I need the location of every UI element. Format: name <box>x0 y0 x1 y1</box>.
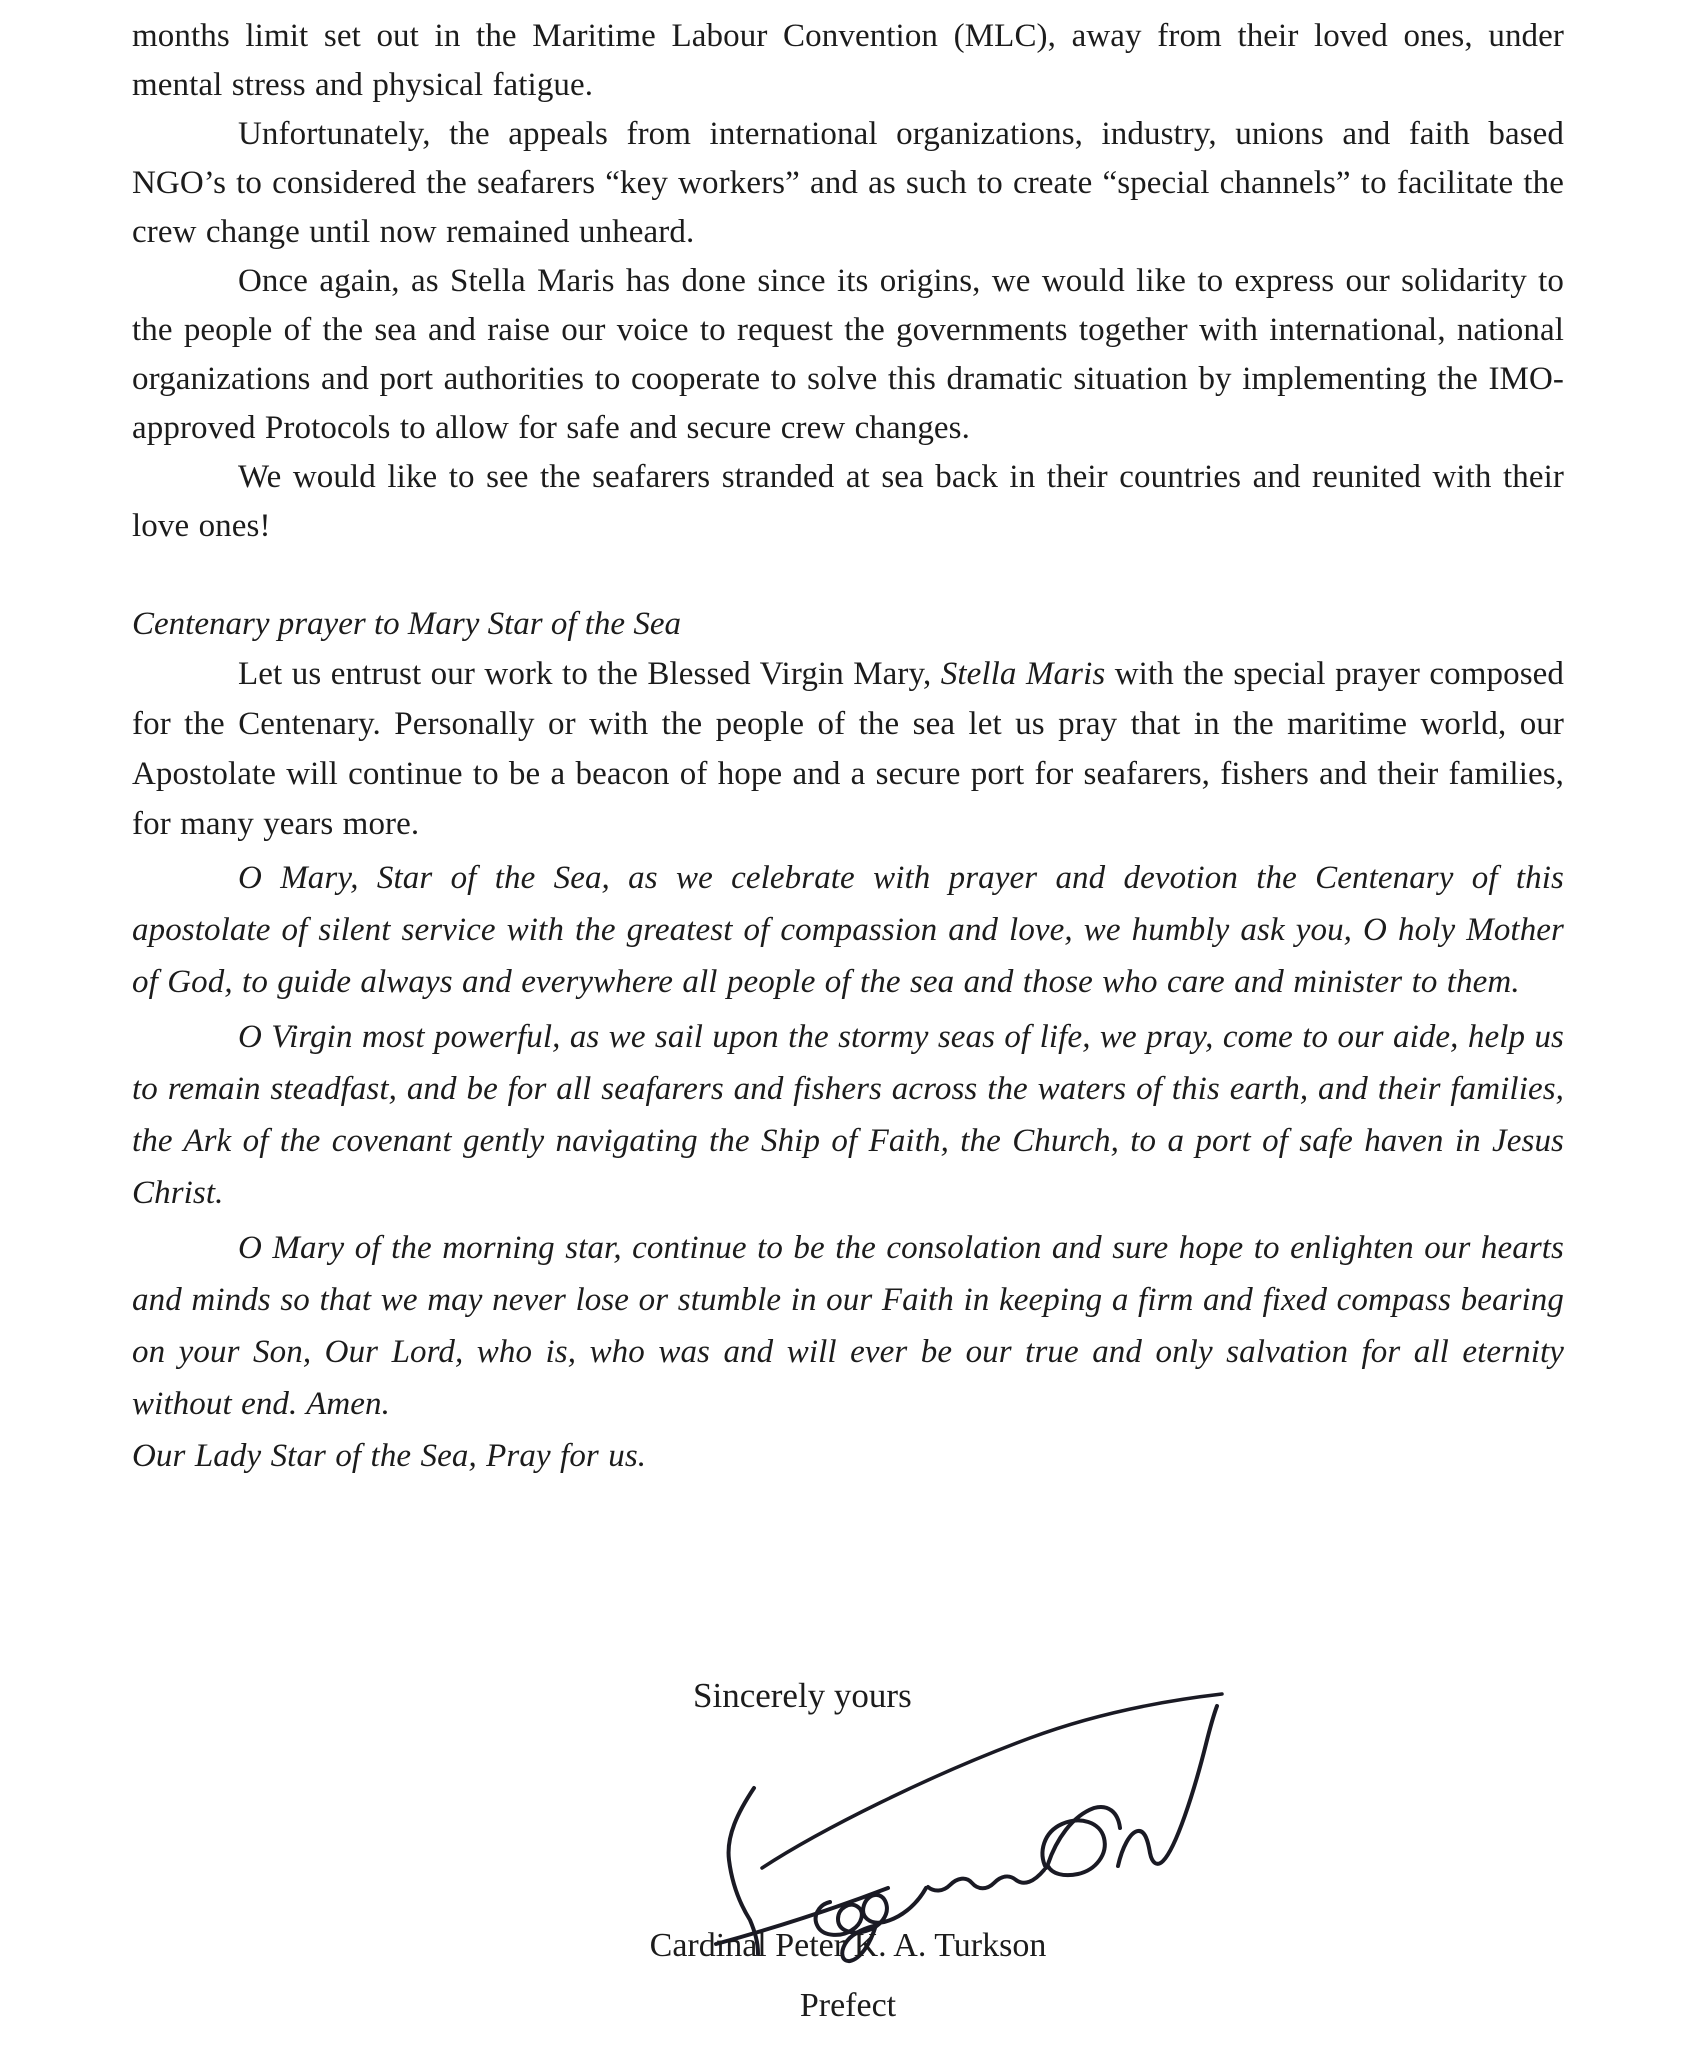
paragraph-text: with the special prayer composed for the Centenary. Personally or with the people of the sea let us pray that in the maritime world, our Apostolate will continue to be a beacon of hope and a secure port for seafarers, fishers and their families, for many years more. <box>132 656 1564 842</box>
stella-maris-italic: Stella Maris <box>940 656 1106 692</box>
body-paragraph-continuation: months limit set out in the Maritime Labour Convention (MLC), away from their loved ones, under mental stress and physical fatigue. <box>132 18 1564 103</box>
prayer-paragraph: O Mary, Star of the Sea, as we celebrate with prayer and devotion the Centenary of this apostolate of silent service with the greatest of compassion and love, we humbly ask you, O holy Mother of God, to guide always and everywhere all people of the sea and those who care and minister to them. <box>132 860 1564 1000</box>
prayer-heading: Centenary prayer to Mary Star of the Sea <box>132 606 681 642</box>
prayer-paragraph: O Mary of the morning star, continue to be the consolation and sure hope to enlighten our hearts and minds so that we may never lose or stumble in our Faith in keeping a firm and fixed compass bearing on your Son, Our Lord, who is, who was and will ever be our true and only salvation for all eternity without end. Amen. <box>132 1230 1564 1422</box>
paragraph-text: Let us entrust our work to the Blessed Virgin Mary, <box>238 656 941 692</box>
body-paragraph <box>132 649 1564 849</box>
prayer-paragraph: O Virgin most powerful, as we sail upon the stormy seas of life, we pray, come to our aide, help us to remain steadfast, and be for all seafarers and fishers across the waters of this earth, and their families, the Ark of the covenant gently navigating the Ship of Faith, the Church, to a port of safe haven in Jesus Christ. <box>132 1019 1564 1211</box>
signatory-name: Cardinal Peter K. A. Turkson <box>649 1927 1047 1964</box>
letter-body <box>132 12 1564 1482</box>
prayer-invocation-line: Our Lady Star of the Sea, Pray for us. <box>132 1438 647 1474</box>
body-paragraph: We would like to see the seafarers stranded at sea back in their countries and reunited with their love ones! <box>132 459 1564 544</box>
closing-salutation: Sincerely yours <box>693 1676 912 1715</box>
signatory-title: Prefect <box>799 1987 897 2024</box>
body-paragraph: Once again, as Stella Maris has done since its origins, we would like to express our solidarity to the people of the sea and raise our voice to request the governments together with international, national organizations and port authorities to cooperate to solve this dramatic situation by implementing the IMO-approved Protocols to allow for safe and secure crew changes. <box>132 263 1564 446</box>
body-paragraph: Unfortunately, the appeals from international organizations, industry, unions and faith based NGO’s to considered the seafarers “key workers” and as such to create “special channels” to facilitate the crew change until now remained unheard. <box>132 116 1564 250</box>
